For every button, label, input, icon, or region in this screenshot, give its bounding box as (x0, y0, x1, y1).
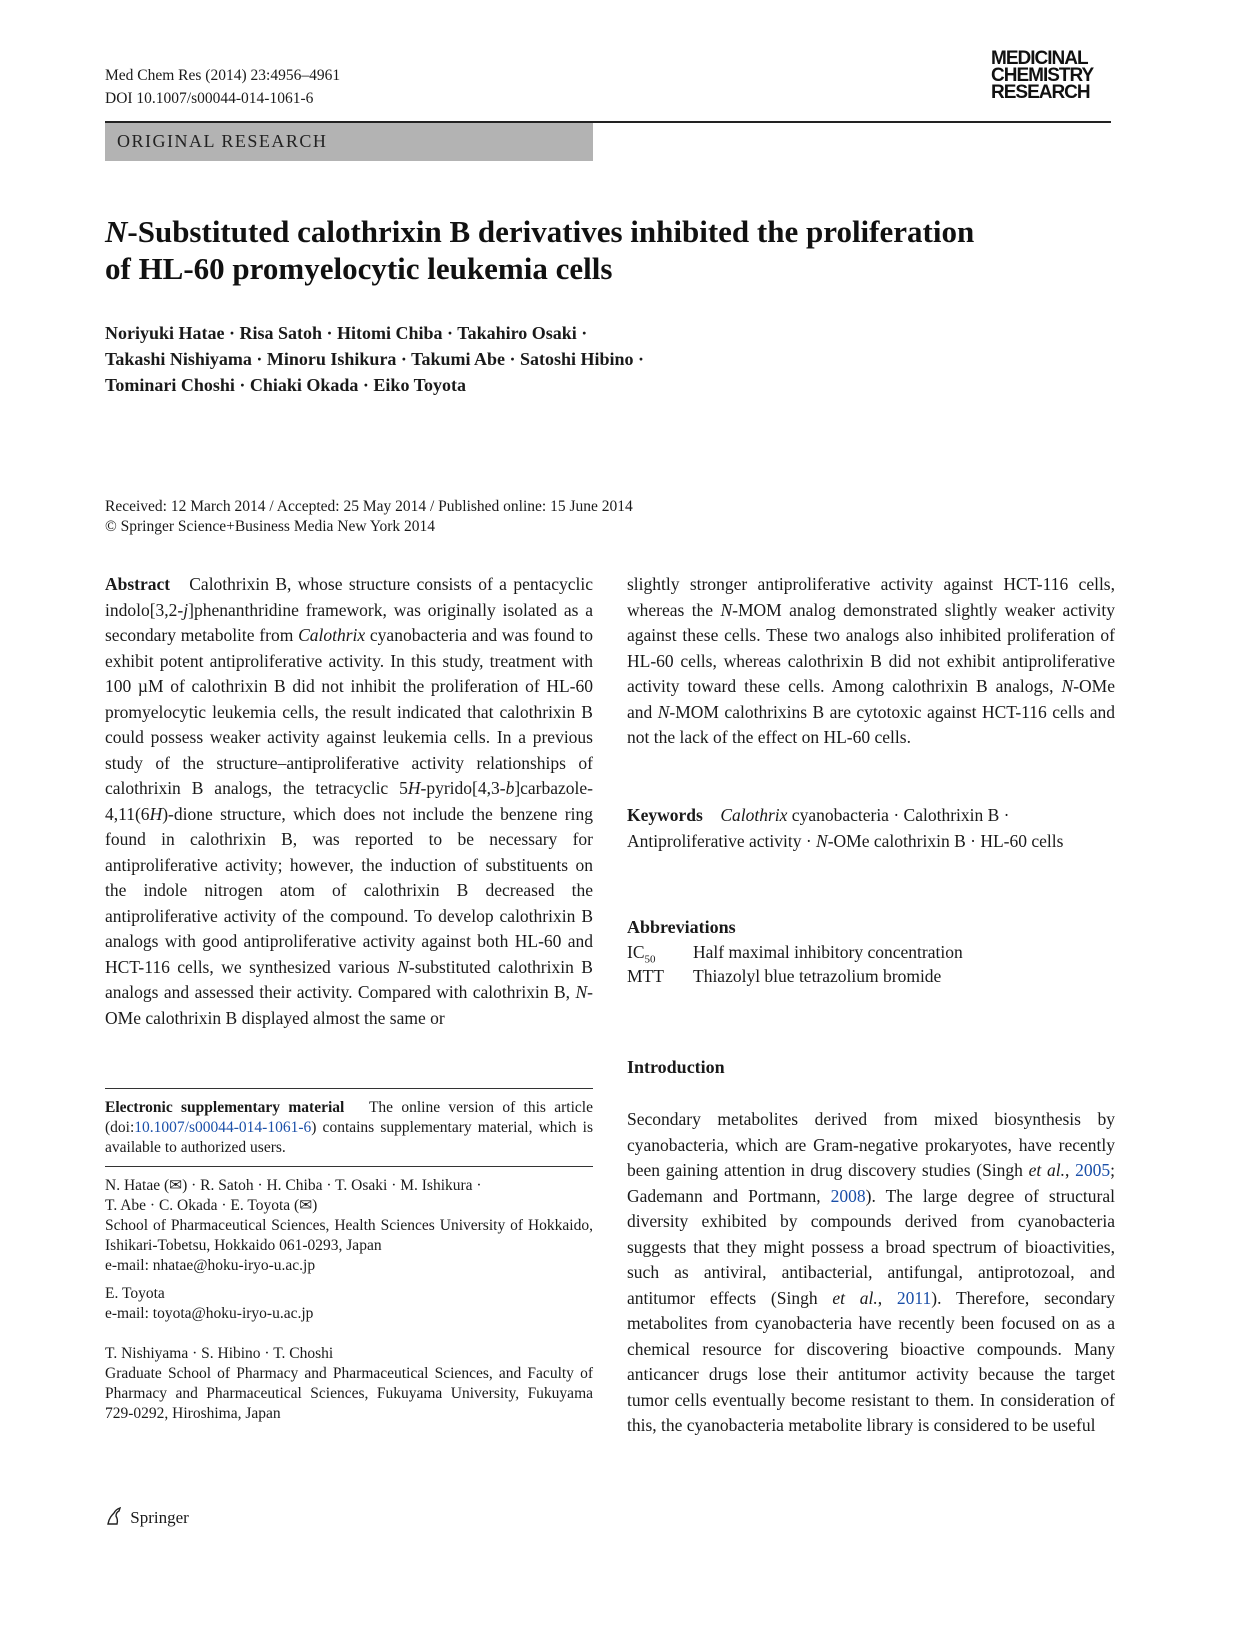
abstract-text: -pyrido[4,3- (420, 778, 506, 798)
author-list (105, 320, 1105, 398)
citation-link[interactable]: 2011 (896, 1287, 932, 1308)
intro-text: Secondary metabolites derived from mixed biosynthesis by cyanobacteria, which are Gram-negative prokaryotes, have recently been gaining attention in drug discovery studies (Singh (627, 1109, 1115, 1180)
esm-text: ) contains supplementary material, which is available to authorized users. (105, 1119, 593, 1156)
esm-label: Electronic supplementary material (105, 1099, 345, 1116)
abbreviations-heading: Abbreviations (627, 917, 736, 937)
abstract-italic: N (1061, 676, 1074, 696)
keywords-text: cyanobacteria · Calothrixin B · Antiproliferative activity · (627, 805, 1010, 851)
intro-text: ; Gademann and Portmann, (627, 1160, 1115, 1206)
journal-reference: Med Chem Res (2014) 23:4956–4961 (105, 67, 341, 84)
abstract-italic: b (505, 778, 515, 798)
abstract-italic: H (149, 803, 163, 824)
abstract-italic: H (407, 778, 421, 798)
abstract-right (627, 572, 1115, 751)
abstract-text: )-dione structure, which does not include the benzene ring found in calothrixin B, was reported to be necessary for antiproliferative activity; however, the induction of substituents on the indole nitrogen atom of calothrixin B decreased the antiproliferative activity of the compound. To develop calothrixin B analogs with good antiproliferative activity against both HL-60 and HCT-116 cells, we synthesized various (105, 803, 593, 977)
affiliation-email: e-mail: toyota@hoku-iryo-u.ac.jp (105, 1305, 314, 1322)
citation-link[interactable]: 2008 (830, 1185, 866, 1206)
intro-text: , (877, 1287, 897, 1308)
keywords-text: -OMe calothrixin B · HL-60 cells (827, 830, 1064, 851)
affiliation-names: T. Nishiyama · S. Hibino · T. Choshi (105, 1345, 334, 1362)
abstract-label: Abstract (105, 574, 171, 594)
abstract-text: -OMe and (627, 676, 1115, 722)
abstract-italic: N (397, 956, 409, 977)
abbr-subscript: 50 (644, 953, 656, 966)
abbr-term-text: IC (627, 942, 645, 962)
intro-italic: et al. (1028, 1160, 1066, 1180)
abbreviation-term: MTT (627, 966, 664, 986)
abstract-text: ]phenanthridine framework, was originally isolated as a secondary metabolite from (105, 599, 593, 645)
affiliation-institution: School of Pharmaceutical Sciences, Health Sciences University of Hokkaido, Ishikari-Tobetsu, Hokkaido 061-0293, Japan (105, 1217, 593, 1254)
abstract-text: cyanobacteria and was found to exhibit potent antiproliferative activity. In this study, treatment with 100 µM of calothrixin B did not inhibit the proliferation of HL-60 promyelocytic leukemia cells, the result indicated that calothrixin B could possess weaker activity against leukemia cells. In a previous study of the structure–antiproliferative activity relationships of calothrixin B analogs, the tetracyclic 5 (105, 625, 593, 798)
abstract-text: Calothrixin B, whose structure consists of a pentacyclic indolo[3,2- (105, 574, 593, 620)
abstract-text: -OMe calothrixin B displayed almost the same or (105, 982, 593, 1028)
logo-line: RESEARCH (991, 82, 1090, 103)
article-title (105, 213, 1105, 287)
springer-horse-icon (105, 1508, 130, 1527)
title-line-1: -Substituted calothrixin B derivatives inhibited the proliferation (127, 214, 975, 249)
abstract-italic: N (720, 599, 733, 620)
logo-line: CHEMISTRY (991, 65, 1094, 86)
publisher-name: Springer (130, 1508, 189, 1527)
doi-line: DOI 10.1007/s00044-014-1061-6 (105, 90, 314, 107)
abbreviation-definition: Half maximal inhibitory concentration (693, 942, 963, 962)
abstract-text: slightly stronger antiproliferative activity against HCT-116 cells, whereas the (627, 574, 1115, 620)
esm-doi-link[interactable]: 10.1007/s00044-014-1061-6 (134, 1119, 312, 1136)
abstract-text: ]carbazole-4,11(6 (105, 778, 593, 824)
intro-text: , (1065, 1160, 1076, 1180)
esm-note (105, 1098, 593, 1158)
intro-italic: et al. (832, 1287, 878, 1308)
abbreviation-row (627, 964, 941, 989)
keywords-label: Keywords (627, 805, 703, 825)
title-line-2: of HL-60 promyelocytic leukemia cells (105, 251, 613, 286)
affiliation-2 (105, 1284, 593, 1324)
footnote-rule (105, 1088, 593, 1089)
authors-line: Tominari Choshi · Chiaki Okada · Eiko Toyota (105, 375, 466, 395)
abstract-left (105, 572, 593, 1031)
affiliation-names: N. Hatae (✉) · R. Satoh · H. Chiba · T. Osaki · M. Ishikura · (105, 1177, 482, 1194)
intro-text: ). Therefore, secondary metabolites from cyanobacteria have recently been focused on as a chemical resource for discovering bioactive compounds. Many anticancer drugs lose their antitumor activity because the target tumor cells eventually become resistant to them. In consideration of this, the cyanobacteria metabolite library is considered to be useful (627, 1287, 1116, 1435)
footnote-rule (105, 1166, 593, 1167)
keyword-italic: Calothrix (720, 805, 788, 825)
title-italic: N (105, 214, 128, 249)
logo-line: MEDICINAL (991, 48, 1088, 69)
affiliation-institution: Graduate School of Pharmacy and Pharmaceutical Sciences, and Faculty of Pharmacy and Pharmaceutical Sciences, Fukuyama University, Fukuyama 729-0292, Hiroshima, Japan (105, 1365, 593, 1422)
copyright-line: © Springer Science+Business Media New York 2014 (105, 518, 436, 535)
affiliation-3 (105, 1344, 593, 1424)
publication-dates (105, 497, 633, 537)
abstract-italic: Calothrix (298, 625, 366, 645)
affiliation-names: E. Toyota (105, 1285, 165, 1302)
received-accepted-published: Received: 12 March 2014 / Accepted: 25 May 2014 / Published online: 15 June 2014 (105, 498, 633, 515)
citation-link[interactable]: 2005 (1075, 1160, 1111, 1180)
keyword-italic: N (816, 830, 828, 851)
abstract-text: -substituted calothrixin B analogs and assessed their activity. Compared with calothrixin B, (105, 956, 593, 1002)
abstract-text: -MOM calothrixins B are cytotoxic against HCT-116 cells and not the lack of the effect on HL-60 cells. (627, 701, 1115, 747)
abbreviation-definition: Thiazolyl blue tetrazolium bromide (693, 966, 942, 986)
affiliation-names: T. Abe · C. Okada · E. Toyota (✉) (105, 1197, 318, 1214)
keywords (627, 803, 1115, 854)
abstract-italic: N (657, 701, 670, 722)
authors-line: Noriyuki Hatae · Risa Satoh · Hitomi Chiba · Takahiro Osaki · (105, 323, 588, 343)
introduction-paragraph (627, 1107, 1115, 1439)
affiliation-email: e-mail: nhatae@hoku-iryo-u.ac.jp (105, 1257, 316, 1274)
introduction-heading: Introduction (627, 1057, 725, 1077)
abstract-italic: N (575, 982, 588, 1002)
authors-line: Takashi Nishiyama · Minoru Ishikura · Takumi Abe · Satoshi Hibino · (105, 349, 645, 369)
journal-logo (991, 50, 1111, 101)
publisher-mark (105, 1506, 189, 1528)
abstract-italic: j (183, 599, 189, 620)
intro-text: ). The large degree of structural diversity exhibited by compounds derived from cyanobacteria suggests that they might possess a broad spectrum of bioactivities, such as antiviral, antibacterial, antifungal, antiprotozoal, and antitumor effects (Singh (627, 1185, 1116, 1308)
affiliation-1 (105, 1176, 593, 1276)
article-category: ORIGINAL RESEARCH (117, 131, 328, 151)
abstract-text: -MOM analog demonstrated slightly weaker activity against these cells. These two analogs also inhibited proliferation of HL-60 cells, whereas calothrixin B did not exhibit antiproliferative activity toward these cells. Among calothrixin B analogs, (627, 599, 1115, 696)
esm-text: The online version of this article (doi: (105, 1099, 593, 1136)
